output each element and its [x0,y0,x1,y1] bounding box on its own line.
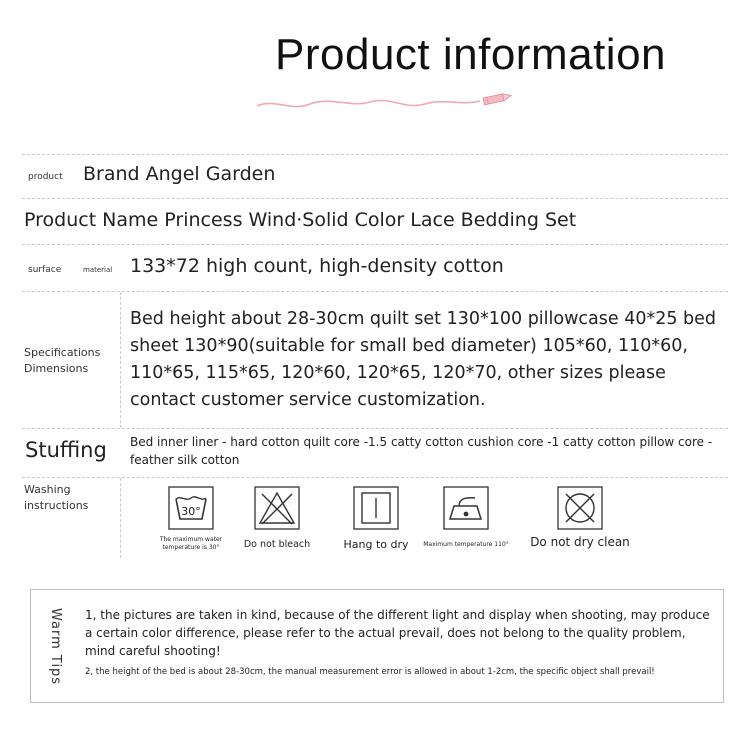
warm-tips-box [30,589,724,703]
separator [22,198,728,199]
warm-tips-body [85,606,715,678]
stuffing-label: Stuffing [25,438,107,462]
iron-110-icon [443,486,489,530]
material-value: 133*72 high count, high-density cotton [130,255,504,277]
hang-to-dry-icon [353,486,399,530]
column-divider [120,292,121,428]
do-not-dry-clean-item [528,486,632,549]
product-name-value: Product Name Princess Wind·Solid Color Lace Bedding Set [24,209,577,231]
separator [22,477,728,478]
hang-to-dry-item [338,486,414,551]
iron-110-caption: Maximum temperature 110° [423,541,509,548]
brand-label: product [28,172,63,182]
material-label-material: material [83,266,113,274]
do-not-bleach-icon [254,486,300,530]
do-not-dry-clean-caption: Do not dry clean [530,535,630,549]
squiggle-decoration [255,92,515,114]
page-title: Product information [275,30,667,79]
wash-30-item [148,486,234,552]
brand-value: Brand Angel Garden [83,163,276,185]
specs-label: Specifications Dimensions [24,346,101,375]
washing-label: Washing instructions [24,483,89,512]
iron-110-item [420,486,512,549]
do-not-bleach-caption: Do not bleach [243,539,311,550]
wash-30-icon [168,486,214,530]
tip-1: 1, the pictures are taken in kind, because of the different light and display when shooting, may produce a certain color difference, please refer to the actual prevail, does not belong to the quality problem, mind careful shooting! [85,608,710,658]
warm-tips-heading: Warm Tips [48,608,63,686]
hang-to-dry-caption: Hang to dry [343,538,409,551]
separator [22,428,728,429]
column-divider [120,478,121,558]
separator [22,244,728,245]
separator [22,154,728,155]
specs-value: Bed height about 28-30cm quilt set 130*100 pillowcase 40*25 bed sheet 130*90(suitable for small bed diameter) 105*60, 110*60, 110*65, 115*65, 120*60, 120*65, 120*70, other sizes please contact customer service customization. [130,309,717,410]
svg-text:30°: 30° [181,505,201,518]
do-not-bleach-item [240,486,314,550]
wash-30-caption: The maximum water temperature is 30° [159,536,223,551]
tip-2: 2, the height of the bed is about 28-30cm, the manual measurement error is allowed in about 1-2cm, the specific object shall prevail! [85,667,655,677]
material-label-surface: surface [28,265,62,275]
separator [22,291,728,292]
do-not-dry-clean-icon [557,486,603,530]
stuffing-value: Bed inner liner - hard cotton quilt core -1.5 catty cotton cushion core -1 catty cotton pillow core - feather silk cotton [130,435,713,467]
